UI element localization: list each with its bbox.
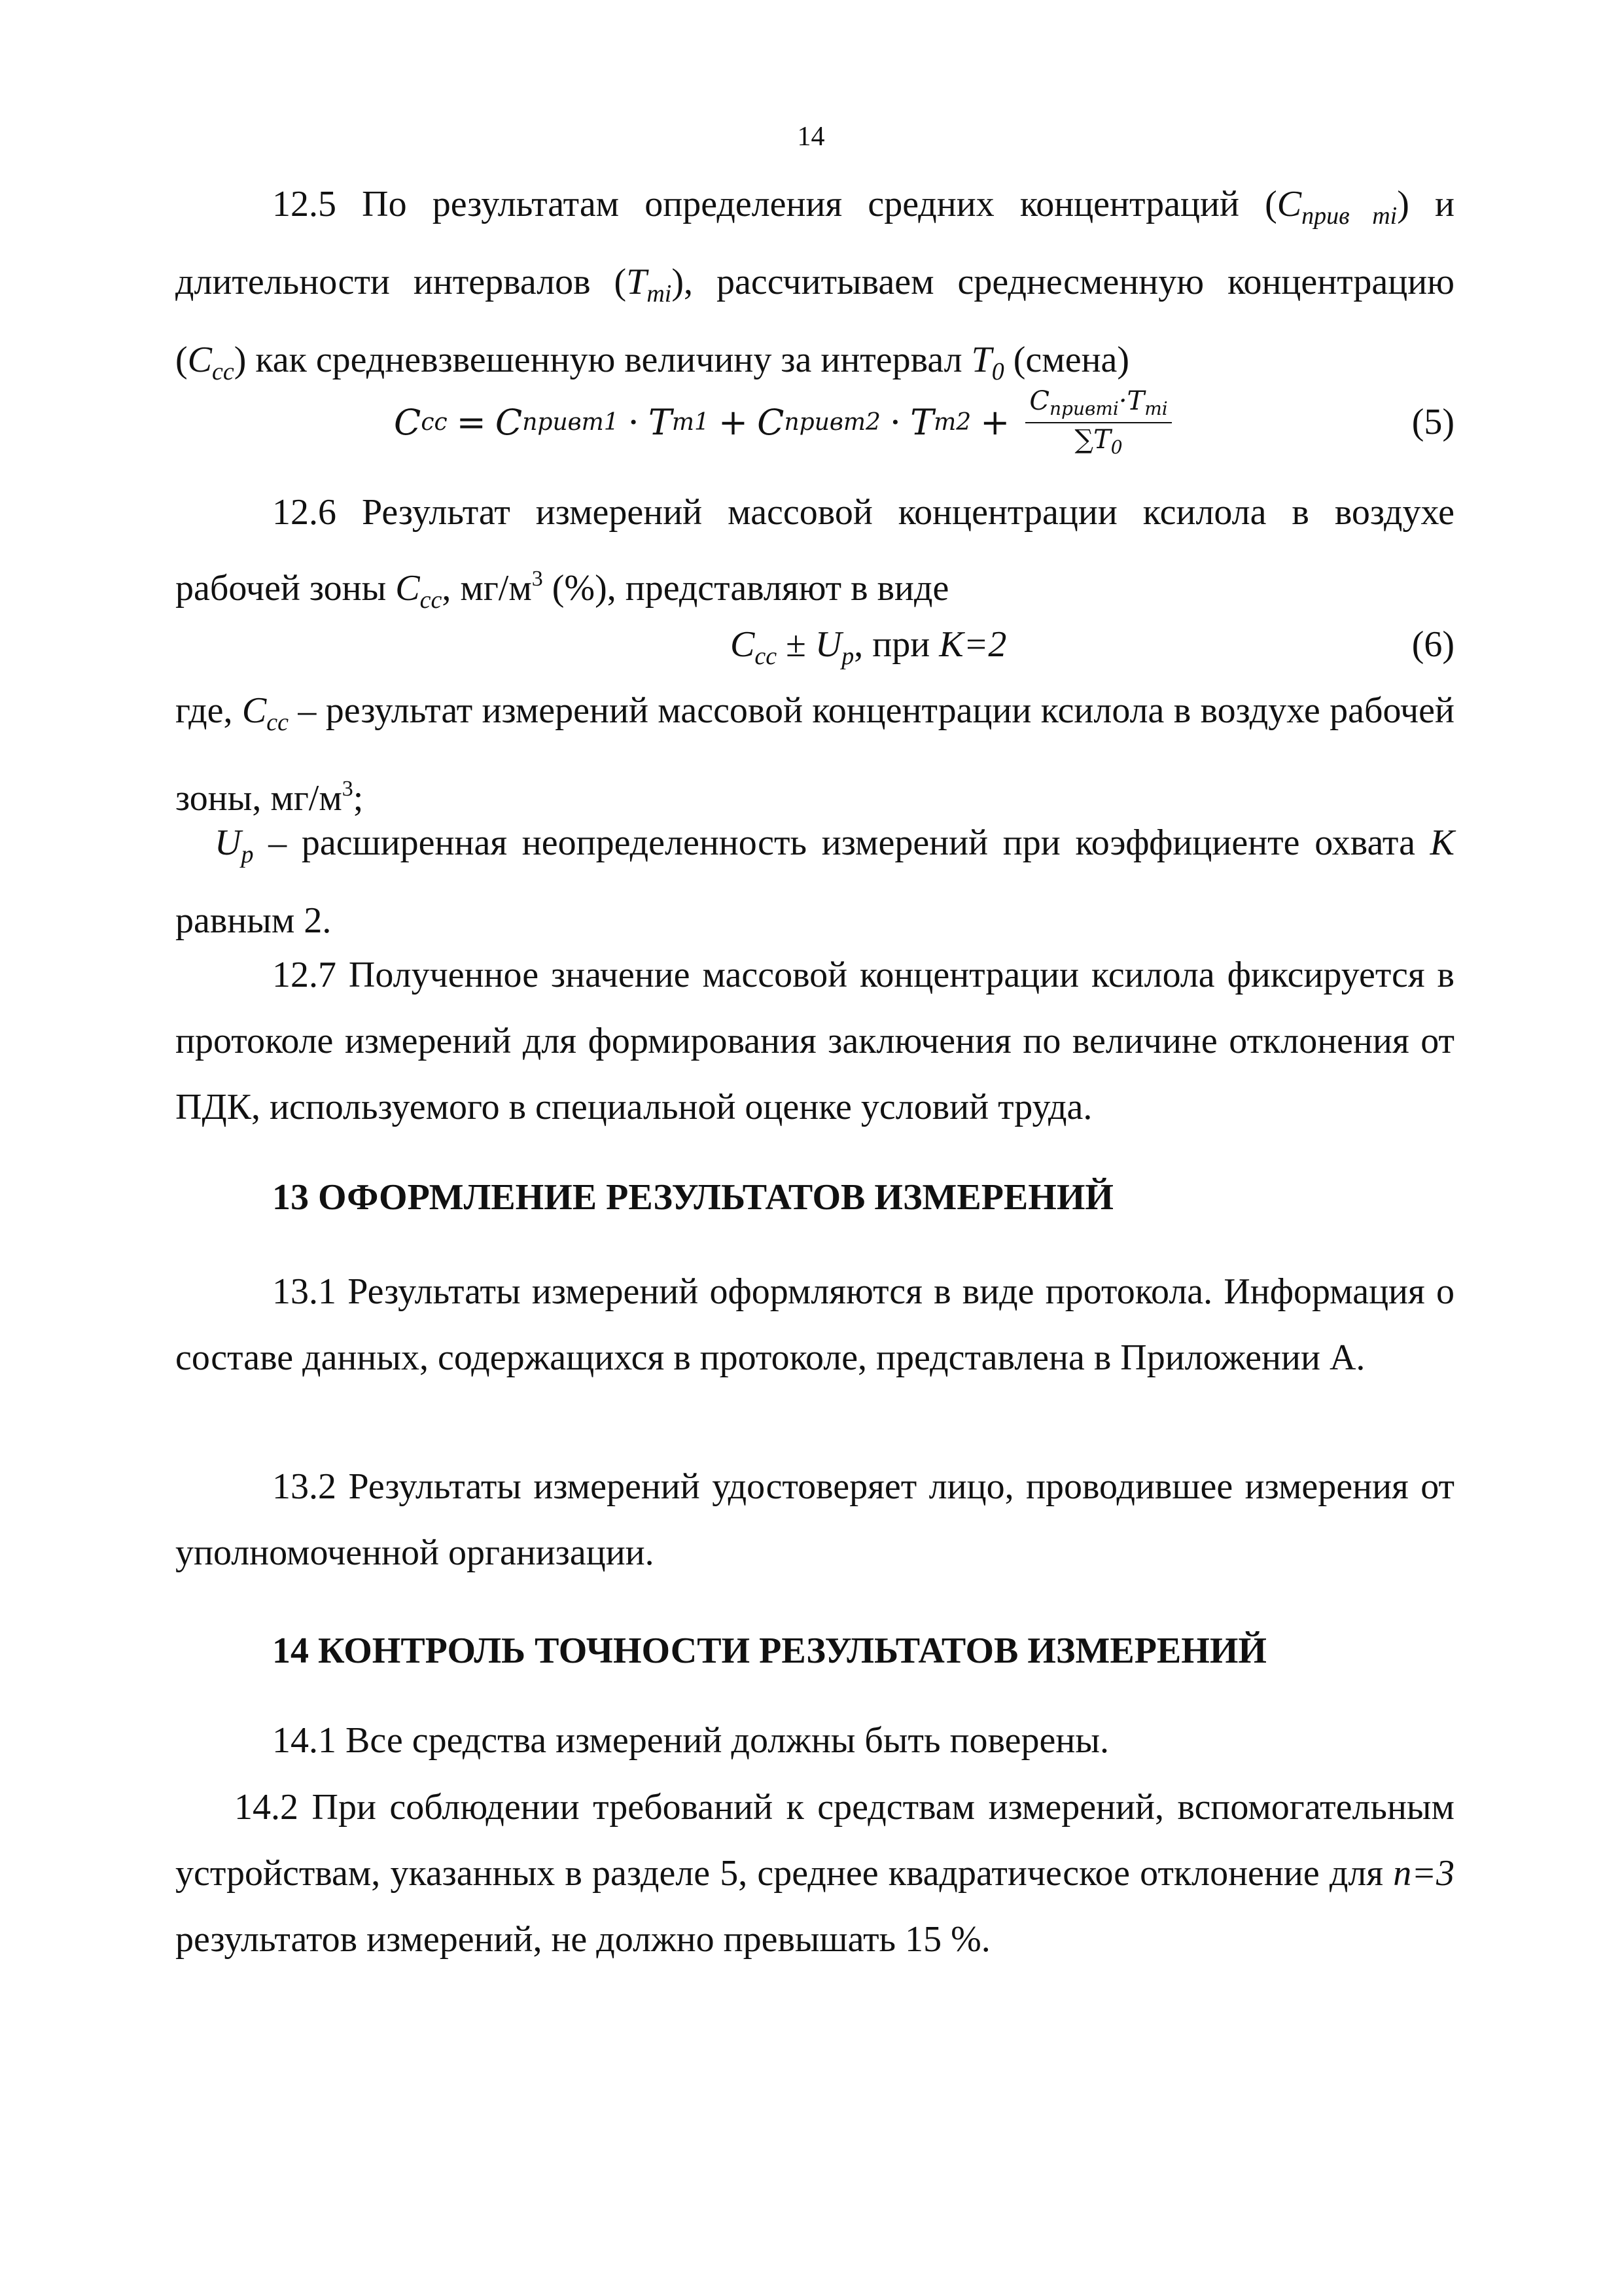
- paragraph-12-6: 12.6 Результат измерений массовой концентрации ксилола в воздухе рабочей зоны $C_{cc}$, $мг/м^3$ (%), представляют в виде: [175, 492, 1455, 614]
- equation-number-6: (6): [1411, 624, 1455, 665]
- equation-number-5: (5): [1411, 402, 1455, 442]
- paragraph-14-2: 14.2 При соблюдении требований к средствам измерений, вспомогательным устройствам, указанных в разделе 5, среднее квадратическое отклонение для n=3 результатов измерений, не должно превышать 15 %.: [175, 1787, 1455, 1960]
- section-14-heading: 14 КОНТРОЛЬ ТОЧНОСТИ РЕЗУЛЬТАТОВ ИЗМЕРЕНИЙ: [272, 1631, 1267, 1671]
- paragraph-12-5: 12.5 По результатам определения средних концентраций $(C_{прив mi})$ и длительности интервалов $(T_{mi})$, рассчитываем среднесменную концентрацию $(C_{cc})$ как средневзвешенную величину за интервал $T_0$ (смена): [175, 184, 1455, 385]
- paragraph-where: где, $C_{cc}$ – результат измерений массовой концентрации ксилола в воздухе рабочей зоны, $мг/м^3$;: [175, 690, 1455, 819]
- formula-6: $C_{cc} \pm U_p$, при K=2 (6): [175, 612, 1455, 678]
- page-number: 14: [797, 122, 825, 152]
- paragraph-13-2: 13.2 Результаты измерений удостоверяет лицо, проводившее измерения от уполномоченной организации.: [175, 1466, 1455, 1573]
- formula-5-fraction: $\frac{C_{привmi}\cdot T_{mi}}{\sum T_0}$: [1025, 386, 1171, 458]
- section-13-heading: 13 ОФОРМЛЕНИЕ РЕЗУЛЬТАТОВ ИЗМЕРЕНИЙ: [272, 1177, 1114, 1218]
- paragraph-up-definition: $U_p$ – расширенная неопределенность измерений при коэффициенте охвата K равным 2.: [175, 822, 1455, 941]
- paragraph-12-7: 12.7 Полученное значение массовой концентрации ксилола фиксируется в протоколе измерений для формирования заключения по величине отклонения от ПДК, используемого в специальной оценке условий труда.: [175, 955, 1455, 1127]
- paragraph-14-1: 14.1 Все средства измерений должны быть поверены.: [272, 1720, 1109, 1761]
- paragraph-13-1: 13.1 Результаты измерений оформляются в виде протокола. Информация о составе данных, содержащихся в протоколе, представлена в Приложении А.: [175, 1271, 1455, 1378]
- formula-5: C cc = C привm1 · T m1 + C привm2 · T m2 + $\frac{C_{привmi}\cdot T_{mi}}{\sum T_0}$ (5): [394, 386, 1455, 458]
